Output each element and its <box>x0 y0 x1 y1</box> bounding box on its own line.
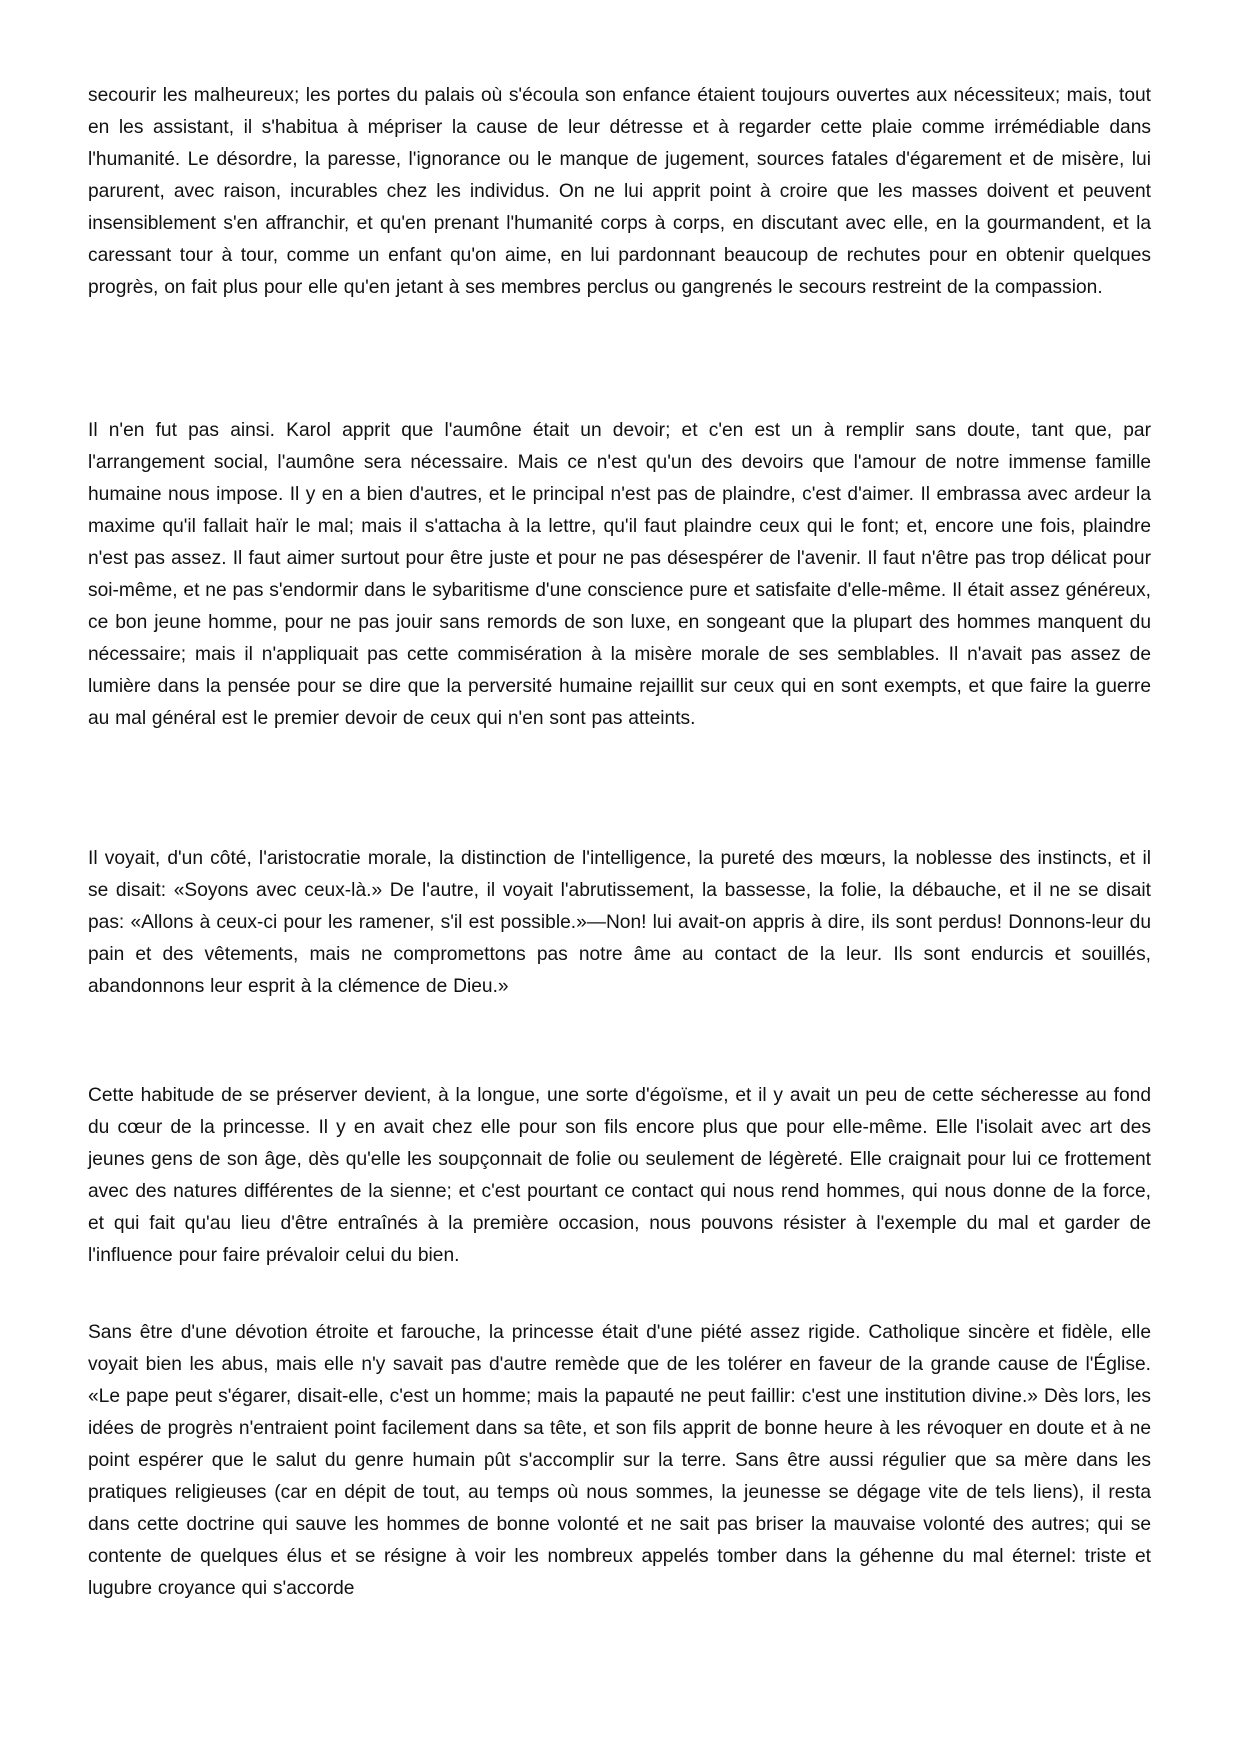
paragraph-3: Il voyait, d'un côté, l'aristocratie morale, la distinction de l'intelligence, la pureté des mœurs, la noblesse des instincts, et il se disait: «Soyons avec ceux-là.» De l'autre, il voyait l'abrutissement, la bassesse, la folie, la débauche, et il ne se disait pas: «Allons à ceux-ci pour les ramener, s'il est possible.»—Non! lui avait-on appris à dire, ils sont perdus! Donnons-leur du pain et des vêtements, mais ne compromettons pas notre âme au contact de la leur. Ils sont endurcis et souillés, abandonnons leur esprit à la clémence de Dieu.» <box>88 848 1151 997</box>
paragraph-2: Il n'en fut pas ainsi. Karol apprit que l'aumône était un devoir; et c'en est un à remplir sans doute, tant que, par l'arrangement social, l'aumône sera nécessaire. Mais ce n'est qu'un des devoirs que l'amour de notre immense famille humaine nous impose. Il y en a bien d'autres, et le principal n'est pas de plaindre, c'est d'aimer. Il embrassa avec ardeur la maxime qu'il fallait haïr le mal; mais il s'attacha à la lettre, qu'il faut plaindre ceux qui le font; et, encore une fois, plaindre n'est pas assez. Il faut aimer surtout pour être juste et pour ne pas désespérer de l'avenir. Il faut n'être pas trop délicat pour soi-même, et ne pas s'endormir dans le sybaritisme d'une conscience pure et satisfaite d'elle-même. Il était assez généreux, ce bon jeune homme, pour ne pas jouir sans remords de son luxe, en songeant que la plupart des hommes manquent du nécessaire; mais il n'appliquait pas cette commisération à la misère morale de ses semblables. Il n'avait pas assez de lumière dans la pensée pour se dire que la perversité humaine rejaillit sur ceux qui en sont exempts, et que faire la guerre au mal général est le premier devoir de ceux qui n'en sont pas atteints. <box>88 420 1151 729</box>
paragraph-4: Cette habitude de se préserver devient, à la longue, une sorte d'égoïsme, et il y avait un peu de cette sécheresse au fond du cœur de la princesse. Il y en avait chez elle pour son fils encore plus que pour elle-même. Elle l'isolait avec art des jeunes gens de son âge, dès qu'elle les soupçonnait de folie ou seulement de légèreté. Elle craignait pour lui ce frottement avec des natures différentes de la sienne; et c'est pourtant ce contact qui nous rend hommes, qui nous donne de la force, et qui fait qu'au lieu d'être entraînés à la première occasion, nous pouvons résister à l'exemple du mal et garder de l'influence pour faire prévaloir celui du bien. <box>88 1085 1151 1266</box>
paragraph-1: secourir les malheureux; les portes du palais où s'écoula son enfance étaient toujours ouvertes aux nécessiteux; mais, tout en les assistant, il s'habitua à mépriser la cause de leur détresse et à regarder cette plaie comme irrémédiable dans l'humanité. Le désordre, la paresse, l'ignorance ou le manque de jugement, sources fatales d'égarement et de misère, lui parurent, avec raison, incurables chez les individus. On ne lui apprit point à croire que les masses doivent et peuvent insensiblement s'en affranchir, et qu'en prenant l'humanité corps à corps, en discutant avec elle, en la gourmandent, et la caressant tour à tour, comme un enfant qu'on aime, en lui pardonnant beaucoup de rechutes pour en obtenir quelques progrès, on fait plus pour elle qu'en jetant à ses membres perclus ou gangrenés le secours restreint de la compassion. <box>88 85 1151 298</box>
paragraph-5: Sans être d'une dévotion étroite et farouche, la princesse était d'une piété assez rigide. Catholique sincère et fidèle, elle voyait bien les abus, mais elle n'y savait pas d'autre remède que de les tolérer en faveur de la grande cause de l'Église. «Le pape peut s'égarer, disait-elle, c'est un homme; mais la papauté ne peut faillir: c'est une institution divine.» Dès lors, les idées de progrès n'entraient point facilement dans sa tête, et son fils apprit de bonne heure à les révoquer en doute et à ne point espérer que le salut du genre humain pût s'accomplir sur la terre. Sans être aussi régulier que sa mère dans les pratiques religieuses (car en dépit de tout, au temps où nous sommes, la jeunesse se dégage vite de tels liens), il resta dans cette doctrine qui sauve les hommes de bonne volonté et ne sait pas briser la mauvaise volonté des autres; qui se contente de quelques élus et se résigne à voir les nombreux appelés tomber dans la géhenne du mal éternel: triste et lugubre croyance qui s'accorde <box>88 1322 1151 1599</box>
